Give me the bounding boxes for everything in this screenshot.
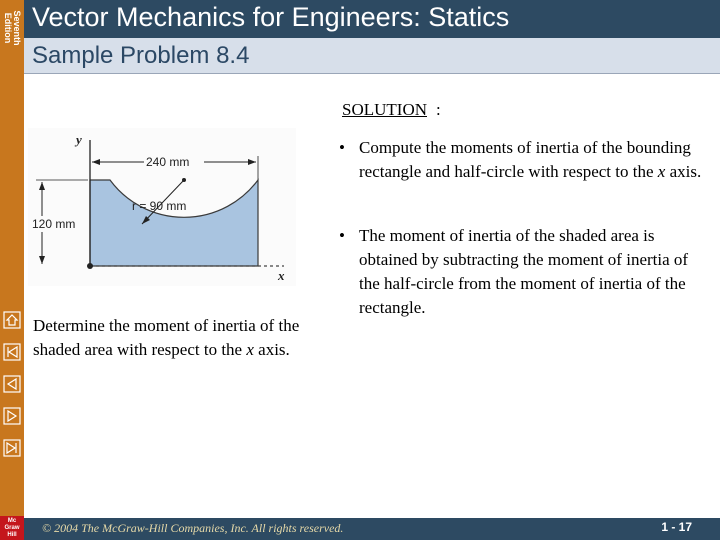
- x-axis-label: x: [278, 268, 285, 283]
- y-axis-label: y: [76, 132, 82, 147]
- radius-label: r = 90 mm: [132, 199, 187, 213]
- home-button[interactable]: [3, 311, 21, 329]
- problem-title: Sample Problem 8.4: [32, 42, 250, 69]
- slide-number: 1 - 17: [661, 520, 692, 534]
- width-label: 240 mm: [146, 155, 190, 169]
- subtitle-bar: [24, 38, 720, 74]
- home-icon: [3, 311, 21, 329]
- sidebar: [0, 0, 24, 540]
- next-slide-button[interactable]: [3, 407, 21, 425]
- previous-slide-button[interactable]: [3, 375, 21, 393]
- bullet-dot: •: [339, 226, 345, 245]
- next-icon: [3, 407, 21, 425]
- footer-bar: [24, 518, 720, 540]
- edition-line2: Edition: [3, 12, 13, 44]
- first-slide-button[interactable]: [3, 343, 21, 361]
- copyright-notice: © 2004 The McGraw-Hill Companies, Inc. All rights reserved.: [42, 521, 344, 535]
- edition-label: [0, 0, 24, 60]
- course-title: Vector Mechanics for Engineers: Statics: [32, 2, 510, 32]
- last-slide-button[interactable]: [3, 439, 21, 457]
- height-label: 120 mm: [32, 217, 76, 231]
- edition-line1: Seventh: [12, 10, 22, 46]
- shaded-area-figure: [28, 128, 298, 288]
- problem-statement: Determine the moment of inertia of the shaded area with respect to the x axis.: [33, 316, 300, 359]
- title-bar: [24, 0, 720, 38]
- previous-icon: [3, 375, 21, 393]
- solution-bullet-1: • Compute the moments of inertia of the bounding rectangle and half-circle with respect to the x axis.: [339, 138, 702, 181]
- solution-heading: SOLUTION: [342, 100, 427, 119]
- first-icon: [3, 343, 21, 361]
- last-icon: [3, 439, 21, 457]
- mcgraw-hill-logo: Mc Graw Hill: [0, 516, 24, 540]
- solution-colon: :: [436, 100, 441, 119]
- solution-bullet-2: • The moment of inertia of the shaded area is obtained by subtracting the moment of inertia of the half-circle from the moment of inertia of the rectangle.: [339, 226, 689, 317]
- bullet-dot: •: [339, 138, 345, 157]
